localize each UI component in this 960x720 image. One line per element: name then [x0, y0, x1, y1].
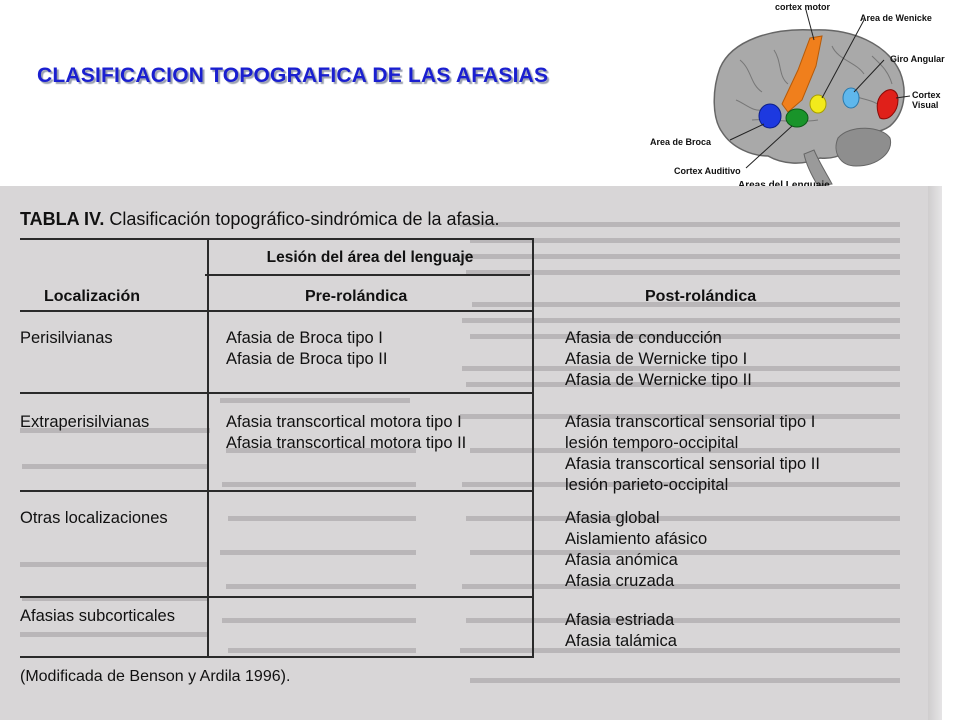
- scan-page-edge: [928, 186, 942, 720]
- list-item: lesión temporo-occipital: [565, 434, 739, 452]
- wernicke-area: [810, 95, 826, 113]
- list-item: Afasia de Wernicke tipo II: [565, 371, 752, 389]
- table-caption: [20, 209, 500, 230]
- list-item: Afasia global: [565, 509, 660, 527]
- label-giro-angular: Giro Angular: [890, 54, 945, 64]
- table-row-otras-post: [565, 508, 707, 592]
- table-row-perisilvianas-loc: Perisilvianas: [20, 329, 113, 347]
- label-area-broca: Area de Broca: [650, 137, 712, 147]
- list-item: Afasia de conducción: [565, 329, 722, 347]
- table-row-extraperisilvianas-pre: [226, 412, 466, 454]
- table-row-perisilvianas-pre: [226, 328, 387, 370]
- table-rule-header-bottom: [20, 310, 534, 312]
- list-item: Afasia de Broca tipo I: [226, 329, 383, 347]
- cerebellum-shape: [836, 128, 891, 166]
- label-cortex-visual-1: Cortex: [912, 90, 941, 100]
- brain-diagram: [642, 0, 960, 192]
- table-group-header: Lesión del área del lenguaje: [266, 249, 474, 266]
- table-row-extraperisilvianas-post: [565, 412, 820, 496]
- table-row-extraperisilvianas-loc: Extraperisilvianas: [20, 413, 150, 431]
- label-cortex-auditivo: Cortex Auditivo: [674, 166, 741, 176]
- label-cortex-visual-2: Visual: [912, 100, 939, 110]
- auditory-cortex-area: [786, 109, 808, 127]
- col-header-localizacion: Localización: [44, 288, 141, 305]
- list-item: Afasia estriada: [565, 611, 675, 629]
- list-item: Aislamiento afásico: [565, 530, 708, 548]
- list-item: Afasia talámica: [565, 632, 677, 650]
- list-item: lesión parieto-occipital: [565, 476, 729, 494]
- table-rule-top: [20, 238, 534, 240]
- table-row-subcorticales-loc: Afasias subcorticales: [20, 607, 175, 625]
- table-col-divider-2: [532, 238, 534, 656]
- table-row-subcorticales-post: [565, 610, 677, 652]
- list-item: Afasia anómica: [565, 551, 678, 569]
- table-rule-row3: [20, 596, 534, 598]
- label-cortex-motor: cortex motor: [775, 2, 831, 12]
- table-row-otras-loc: Otras localizaciones: [20, 509, 168, 527]
- col-header-pre-rolandica: Pre-rolándica: [305, 288, 408, 305]
- table-footnote: (Modificada de Benson y Ardila 1996).: [20, 668, 291, 685]
- table-rule-group: [205, 274, 530, 276]
- list-item: Afasia transcortical sensorial tipo I: [565, 413, 816, 431]
- angular-gyrus-area: [843, 88, 859, 108]
- slide-title: CLASIFICACION TOPOGRAFICA DE LAS AFASIAS: [37, 64, 549, 87]
- list-item: Afasia transcortical motora tipo I: [226, 413, 462, 431]
- col-header-post-rolandica: Post-rolándica: [645, 288, 757, 305]
- scanned-table-image: [0, 186, 942, 720]
- list-item: Afasia cruzada: [565, 572, 675, 590]
- table-rule-bottom: [20, 656, 534, 658]
- table-caption-text: Clasificación topográfico-sindrómica de la afasia.: [109, 209, 500, 229]
- label-area-wernicke: Area de Wenicke: [860, 13, 932, 23]
- table-caption-number: TABLA IV.: [20, 209, 105, 229]
- list-item: Afasia transcortical motora tipo II: [226, 434, 467, 452]
- table-row-perisilvianas-post: [565, 328, 752, 391]
- list-item: Afasia de Broca tipo II: [226, 350, 388, 368]
- list-item: Afasia de Wernicke tipo I: [565, 350, 748, 368]
- list-item: Afasia transcortical sensorial tipo II: [565, 455, 820, 473]
- table-rule-row2: [20, 490, 534, 492]
- table-col-divider-1: [207, 238, 209, 656]
- table-rule-row1: [20, 392, 534, 394]
